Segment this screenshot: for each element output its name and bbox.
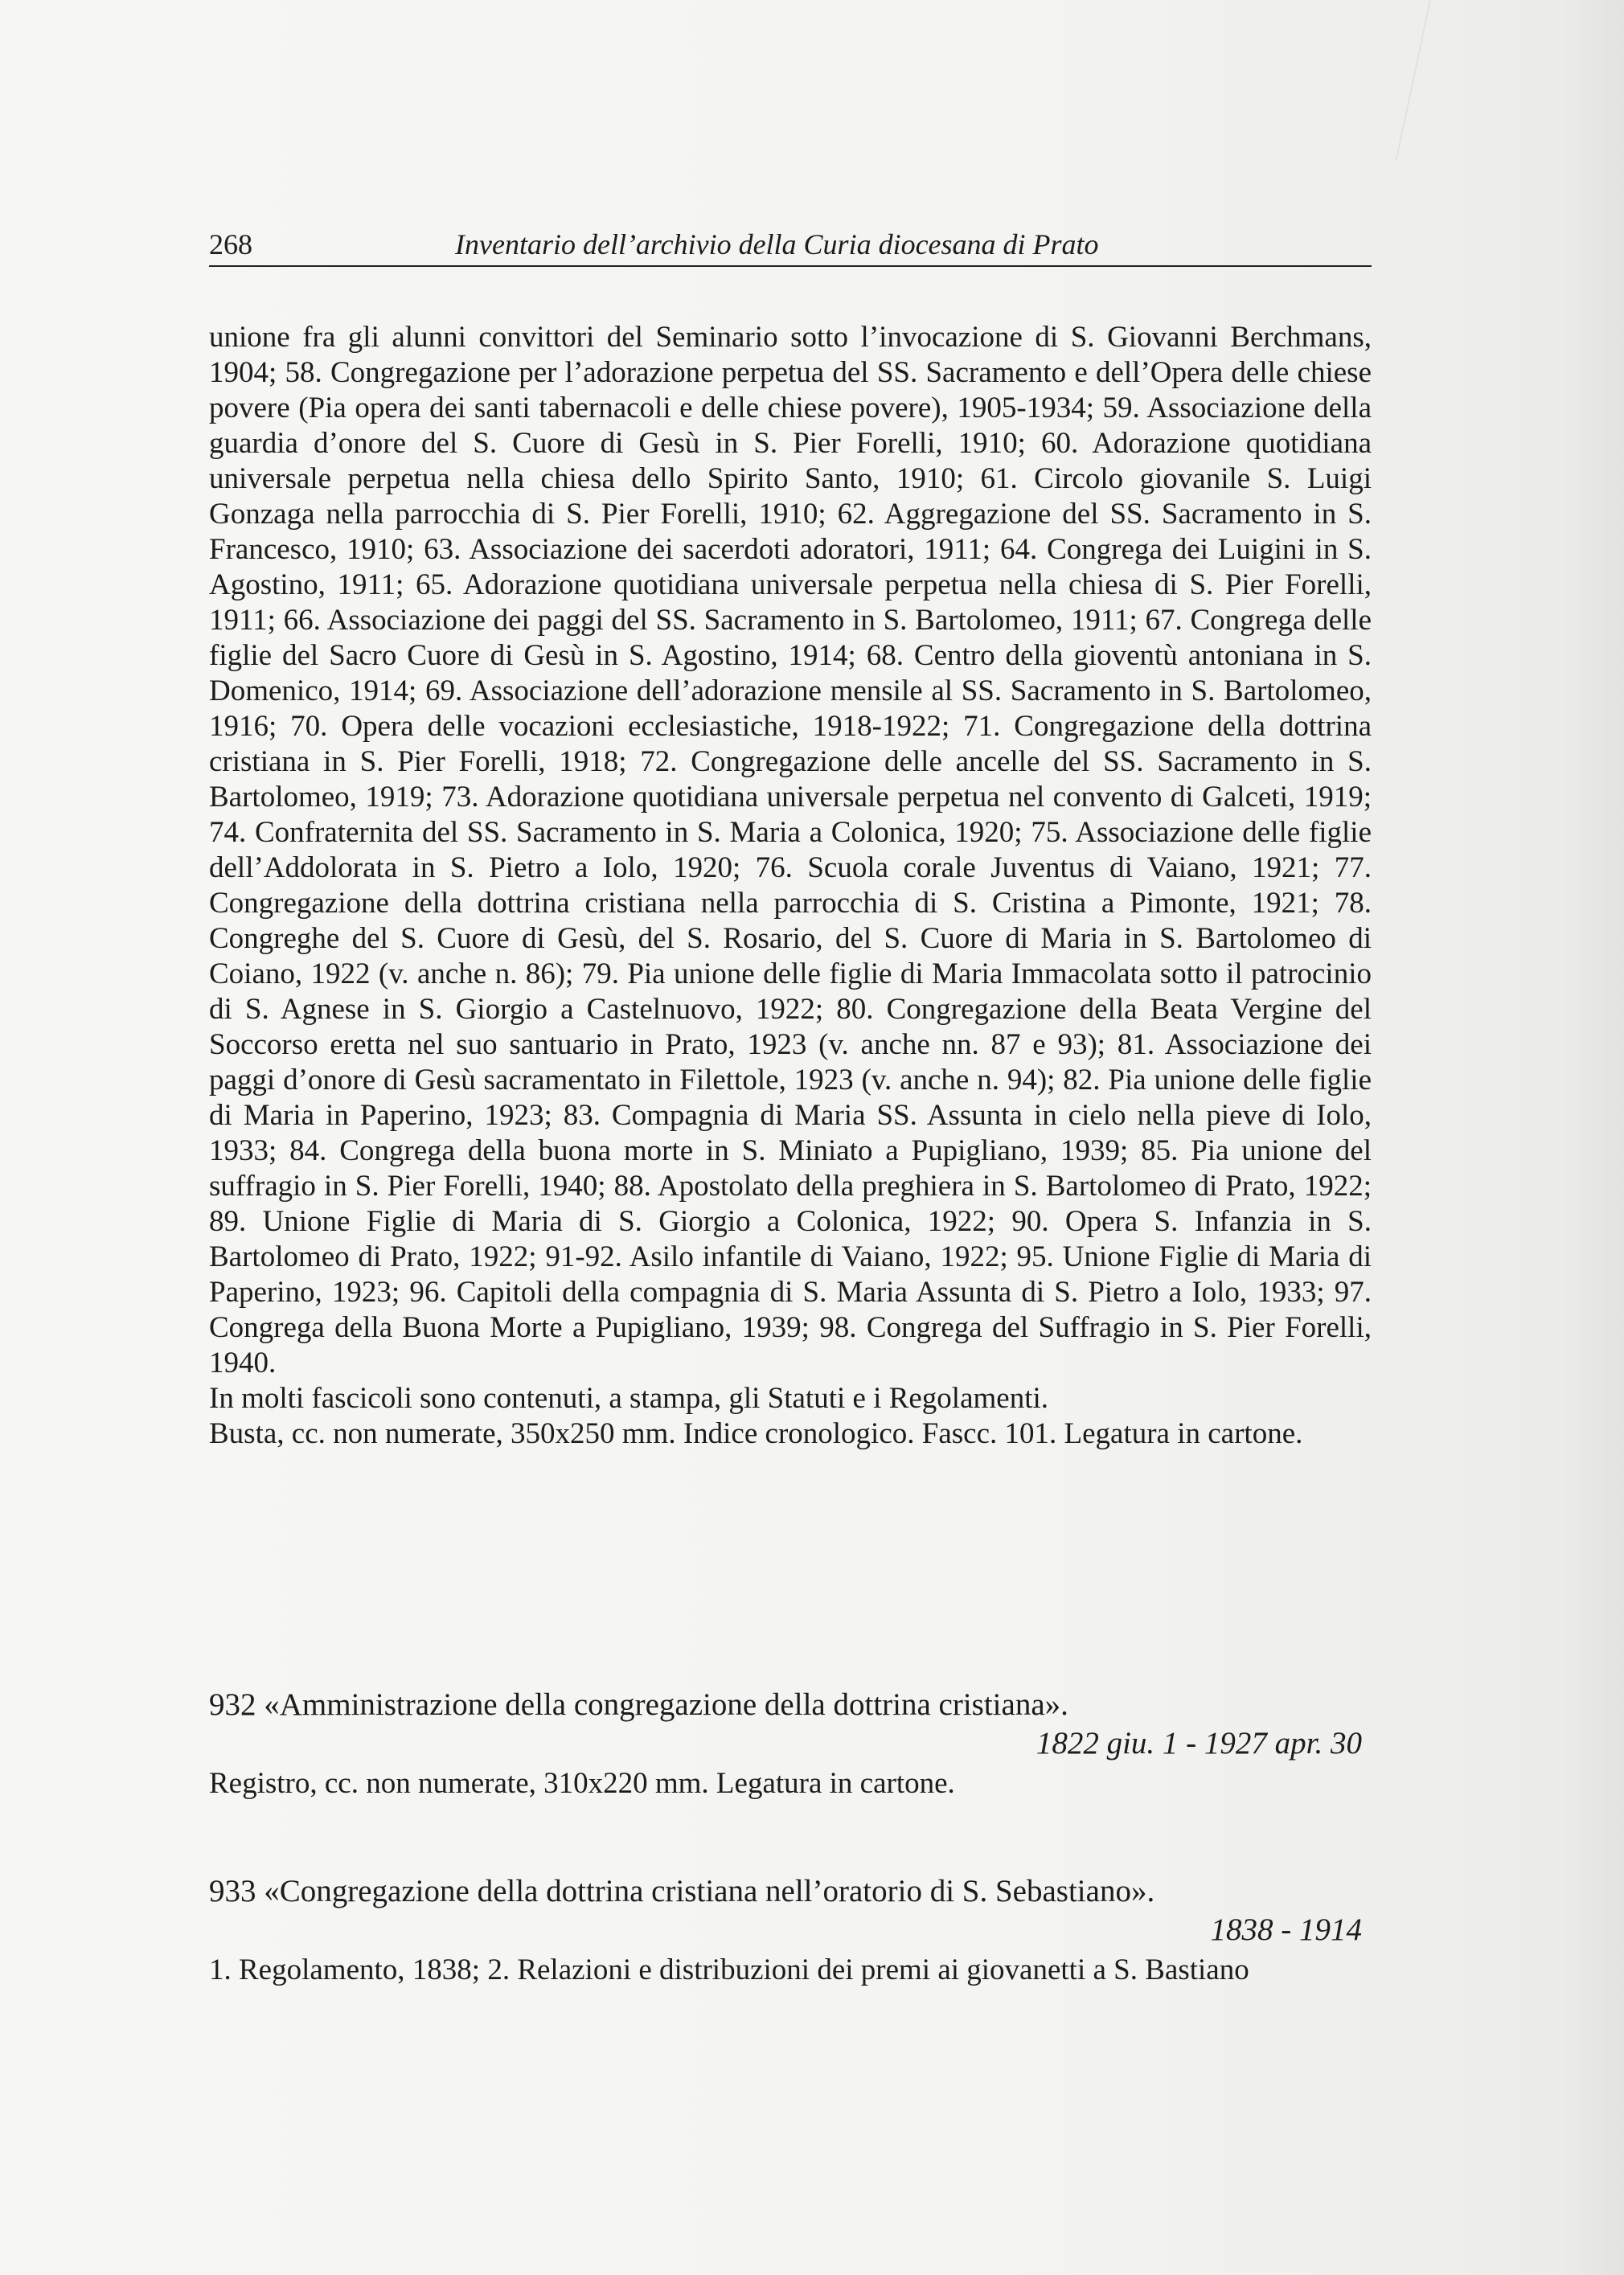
entry-title: 933 «Congregazione della dottrina cristiana nell’oratorio di S. Sebastiano». [209,1874,1155,1908]
entry-date: 1838 - 1914 [1210,1912,1362,1947]
entry-title: 932 «Amministrazione della congregazione della dottrina cristiana». [209,1687,1068,1722]
inventory-entry-933 [209,1873,1372,1989]
body-note: In molti fascicoli sono contenuti, a stampa, gli Statuti e i Regolamenti. [209,1382,1049,1415]
entry-description: 1. Regolamento, 1838; 2. Relazioni e distribuzioni dei premi ai giovanetti a S. Bastiano [209,1953,1249,1986]
body-paragraph: unione fra gli alunni convittori del Seminario sotto l’invocazione di S. Giovanni Berchmans, 1904; 58. Congregazione per l’adorazione perpetua del SS. Sacramento e dell’Opera delle chiese povere (Pia opera dei santi tabernacoli e delle chiese povere), 1905-1934; 59. Associazione della guardia d’onore del S. Cuore di Gesù in S. Pier Forelli, 1910; 60. Adorazione quotidiana universale perpetua nella chiesa dello Spirito Santo, 1910; 61. Circolo giovanile S. Luigi Gonzaga nella parrocchia di S. Pier Forelli, 1910; 62. Aggregazione del SS. Sacramento in S. Francesco, 1910; 63. Associazione dei sacerdoti adoratori, 1911; 64. Congrega dei Luigini in S. Agostino, 1911; 65. Adorazione quotidiana universale perpetua nella chiesa di S. Pier Forelli, 1911; 66. Associazione dei paggi del SS. Sacramento in S. Bartolomeo, 1911; 67. Congrega delle figlie del Sacro Cuore di Gesù in S. Agostino, 1914; 68. Centro della gioventù antoniana in S. Domenico, 1914; 69. Associazione dell’adorazione mensile al SS. Sacramento in S. Bartolomeo, 1916; 70. Opera delle vocazioni ecclesiastiche, 1918-1922; 71. Congregazione della dottrina cristiana in S. Pier Forelli, 1918; 72. Congregazione delle ancelle del SS. Sacramento in S. Bartolomeo, 1919; 73. Adorazione quotidiana universale perpetua nel convento di Galceti, 1919; 74. Confraternita del SS. Sacramento in S. Maria a Colonica, 1920; 75. Associazione delle figlie dell’Addolorata in S. Pietro a Iolo, 1920; 76. Scuola corale Juventus di Vaiano, 1921; 77. Congregazione della dottrina cristiana nella parrocchia di S. Cristina a Pimonte, 1921; 78. Congreghe del S. Cuore di Gesù, del S. Rosario, del S. Cuore di Maria in S. Bartolomeo di Coiano, 1922 (v. anche n. 86); 79. Pia unione delle figlie di Maria Immacolata sotto il patrocinio di S. Agnese in S. Giorgio a Castelnuovo, 1922; 80. Congregazione della Beata Vergine del Soccorso eretta nel suo santuario in Prato, 1923 (v. anche nn. 87 e 93); 81. Associazione dei paggi d’onore di Gesù sacramentato in Filettole, 1923 (v. anche n. 94); 82. Pia unione delle figlie di Maria in Paperino, 1923; 83. Compagnia di Maria SS. Assunta in cielo nella pieve di Iolo, 1933; 84. Congrega della buona morte in S. Miniato a Pupigliano, 1939; 85. Pia unione del suffragio in S. Pier Forelli, 1940; 88. Apostolato della preghiera in S. Bartolomeo di Prato, 1922; 89. Unione Figlie di Maria di S. Giorgio a Colonica, 1922; 90. Opera S. Infanzia in S. Bartolomeo di Prato, 1922; 91-92. Asilo infantile di Vaiano, 1922; 95. Unione Figlie di Maria di Paperino, 1923; 96. Capitoli della compagnia di S. Maria Assunta di S. Pietro a Iolo, 1933; 97. Congrega della Buona Morte a Pupigliano, 1939; 98. Congrega del Suffragio in S. Pier Forelli, 1940. [209,321,1372,1379]
entry-date: 1822 giu. 1 - 1927 apr. 30 [1036,1726,1362,1761]
running-title: Inventario dell’archivio della Curia diocesana di Prato [455,228,1099,260]
page-number: 268 [209,228,252,260]
body-physical-description: Busta, cc. non numerate, 350x250 mm. Indice cronologico. Fascc. 101. Legatura in cartone. [209,1417,1303,1450]
inventory-entry-932 [209,1687,1372,1802]
running-header [209,225,1372,267]
entry-description: Registro, cc. non numerate, 310x220 mm. Legatura in cartone. [209,1767,955,1800]
page-corner-fold [1395,0,1624,161]
entry-body [209,320,1372,1452]
